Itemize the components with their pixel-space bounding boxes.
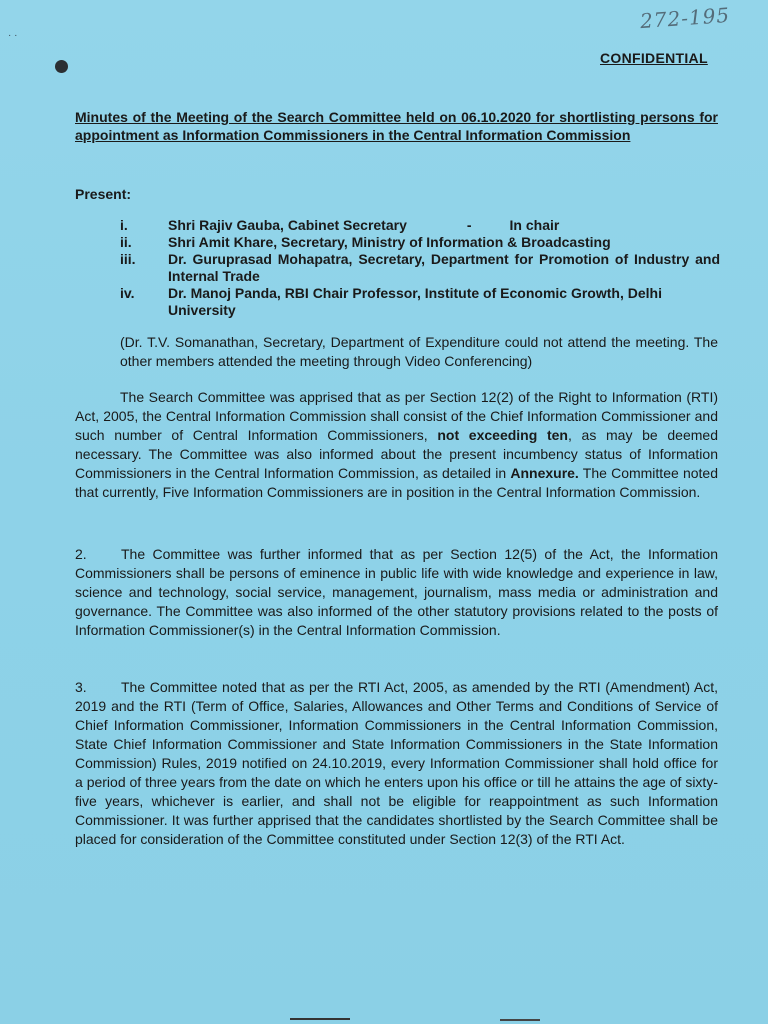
scan-mark: [290, 1018, 350, 1020]
member-number: iv.: [120, 285, 135, 301]
present-heading: Present:: [75, 186, 132, 202]
punch-hole: [55, 60, 68, 73]
paragraph-number: 2.: [75, 546, 87, 562]
paragraph-3: 3. The Committee noted that as per the RTI Act, 2005, as amended by the RTI (Amendment) Act, 2019 and the RTI (Term of Office, Salaries, Allowances and Other Terms and Conditions of Service of Chief Information Commissioner, Information Commissioners in the Central Information Commission, State Chief Information Commissioner and State Information Commissioners in the State Information Commission) Rules, 2019 notified on 24.10.2019, every Information Commissioner shall hold office for a period of three years from the date on which he enters upon his office or till he attains the age of sixty-five years, whichever is earlier, and shall not be eligible for reappointment as such Information Commissioner. It was further apprised that the candidates shortlisted by the Search Committee shall be placed for consideration of the Committee constituted under Section 12(3) of the RTI Act.: [75, 679, 718, 847]
members-list: [120, 217, 720, 319]
paragraph-number: 3.: [75, 679, 87, 695]
scan-mark: [500, 1019, 540, 1021]
member-item: [120, 285, 720, 319]
member-name: Shri Rajiv Gauba, Cabinet Secretary: [168, 217, 407, 233]
member-role: In chair: [509, 217, 560, 233]
member-name: Dr. Guruprasad Mohapatra, Secretary, Department for Promotion of Industry and Internal Trade: [168, 251, 720, 284]
handwritten-page-number: 272-195: [639, 2, 731, 34]
member-item: [120, 234, 720, 251]
emphasis-annexure: Annexure.: [510, 465, 579, 481]
member-name: Dr. Manoj Panda, RBI Chair Professor, Institute of Economic Growth, Delhi University: [168, 285, 662, 318]
member-number: ii.: [120, 234, 132, 250]
member-separator: -: [466, 217, 472, 233]
absent-note: (Dr. T.V. Somanathan, Secretary, Department of Expenditure could not attend the meeting. The other members attended the meeting through Video Conferencing): [120, 334, 718, 369]
scan-specks: · ·: [8, 30, 18, 41]
member-number: iii.: [120, 251, 136, 267]
emphasis-not-exceeding-ten: not exceeding ten: [437, 427, 568, 443]
member-name: Shri Amit Khare, Secretary, Ministry of Information & Broadcasting: [168, 234, 611, 250]
paragraph-1: The Search Committee was apprised that as per Section 12(2) of the Right to Information (RTI) Act, 2005, the Central Information Commission shall consist of the Chief Information Commissioner and such number of Central Information Commissioners, not exceeding ten, as may be deemed necessary. The Committee was also informed about the present incumbency status of Information Commissioners in the Central Information Commission, as detailed in Annexure. The Committee noted that currently, Five Information Commissioners are in position in the Central Information Commission.: [75, 389, 718, 500]
member-number: i.: [120, 217, 128, 233]
paragraph-2: 2. The Committee was further informed that as per Section 12(5) of the Act, the Information Commissioners shall be persons of eminence in public life with wide knowledge and experience in law, science and technology, social service, management, journalism, mass media or administration and governance. The Committee was also informed of the other statutory provisions related to the posts of Information Commissioner(s) in the Central Information Commission.: [75, 546, 718, 638]
document-title: Minutes of the Meeting of the Search Committee held on 06.10.2020 for shortlisting persons for appointment as Information Commissioners in the Central Information Commission: [75, 109, 718, 143]
member-item: [120, 251, 720, 285]
member-item: [120, 217, 720, 234]
confidential-label: CONFIDENTIAL: [600, 50, 708, 66]
